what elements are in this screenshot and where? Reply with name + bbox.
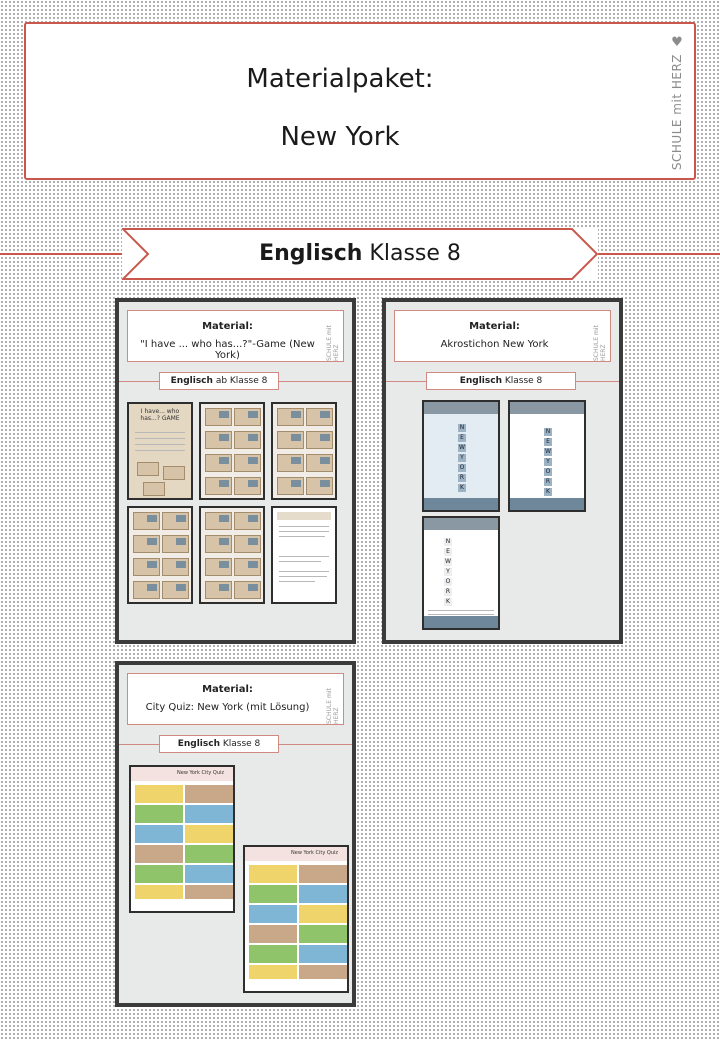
- thumb-acrostic-example: N E W Y O R K: [422, 516, 500, 630]
- material-subject-banner: [159, 372, 279, 390]
- thumb-cards-3: [127, 506, 193, 604]
- mini-brand-text: SCHULE mit HERZ: [326, 688, 340, 724]
- material-grade: Klasse 8: [222, 739, 261, 749]
- subject-name: Englisch: [259, 241, 363, 266]
- material-label: Material:: [469, 321, 520, 332]
- material-label: Material:: [202, 321, 253, 332]
- thumb-quiz-1: New York City Quiz: [129, 765, 235, 913]
- material-name: Akrostichon New York: [440, 339, 549, 350]
- thumb-game-cover: [127, 402, 193, 500]
- material-grade: Klasse 8: [504, 376, 543, 386]
- material-card-1[interactable]: [115, 298, 356, 644]
- material-title-box: [394, 310, 611, 362]
- thumb-instructions: [271, 506, 337, 604]
- thumb-acrostic-blank: N E W Y O R K: [508, 400, 586, 512]
- thumb-quiz-2: New York City Quiz: [243, 845, 349, 993]
- page-subtitle: New York: [280, 122, 400, 152]
- game-cover-title: I have... who has...? GAME: [140, 408, 180, 422]
- material-card-3[interactable]: [115, 661, 356, 1007]
- subject-grade: Klasse 8: [369, 241, 461, 266]
- mini-brand-text: SCHULE mit HERZ: [326, 325, 340, 361]
- subject-label: [122, 241, 598, 266]
- mini-brand-text: SCHULE mit HERZ: [593, 325, 607, 361]
- material-grade: ab Klasse 8: [215, 376, 268, 386]
- thumb-cards-4: [199, 506, 265, 604]
- heart-icon: ♥: [671, 35, 683, 50]
- thumb-cards-2: [271, 402, 337, 500]
- brand-text: SCHULE mit HERZ: [670, 54, 684, 171]
- thumb-acrostic-color: N E W Y O R K: [422, 400, 500, 512]
- material-subject: Englisch: [177, 739, 220, 749]
- material-subject-banner: [159, 735, 279, 753]
- subject-banner: [122, 228, 598, 280]
- material-name: City Quiz: New York (mit Lösung): [145, 702, 310, 713]
- material-subject: Englisch: [459, 376, 502, 386]
- material-title-box: [127, 310, 344, 362]
- material-subject: Englisch: [170, 376, 213, 386]
- title-box: [24, 22, 696, 180]
- material-subject-banner: [426, 372, 576, 390]
- thumb-cards-1: [199, 402, 265, 500]
- material-name: "I have ... who has...?"-Game (New York): [140, 339, 315, 361]
- brand-mark: [668, 36, 686, 176]
- material-card-2[interactable]: [382, 298, 623, 644]
- material-title-box: [127, 673, 344, 725]
- page-title: Materialpaket:: [246, 64, 434, 94]
- material-label: Material:: [202, 684, 253, 695]
